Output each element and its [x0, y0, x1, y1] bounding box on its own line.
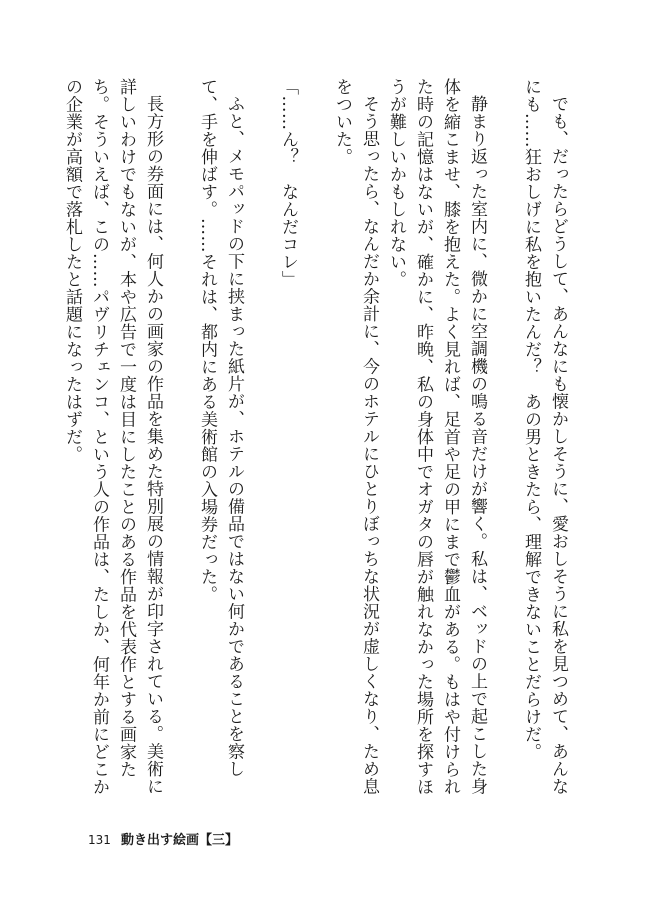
paragraph-5: 長方形の券面には、何人かの画家の作品を集めた特別展の情報が印字されている。美術に詳しいわけでもないが、本や広告で一度は目にしたことのある作品を代表作とする画家たち。そういえば、この……パヴリチェンコ、という人の作品は、たしか、何年か前にどこかの企業が高額で落札したと話題になったはずだ。	[62, 78, 163, 796]
paragraph-2: 静まり返った室内に、微かに空調機の鳴る音だけが響く。私は、ベッドの上で起こした身体を縮こませ、膝を抱えた。よく見れば、足首や足の甲にまで鬱血がある。もはや付けられた時の記憶はないが、確かに、昨晩、私の身体中でオガタの唇が触れなかった場所を探すほうが難しいかもしれない。	[386, 78, 487, 796]
paragraph-break	[247, 78, 274, 798]
paragraph-break	[490, 78, 517, 798]
dialogue-line: 「……ん？ なんだコレ」	[278, 78, 298, 288]
page-footer	[88, 829, 238, 848]
running-title: 動き出す絵画【三】	[121, 833, 239, 848]
paragraph-4: ふと、メモパッドの下に挟まった紙片が、ホテルの備品ではない何かであることを察して、手を伸ばす。……それは、都内にある美術館の入場券だった。	[197, 78, 244, 778]
paragraph-1: でも、だったらどうして、あんなにも懐かしそうに、愛おしそうに私を見つめて、あんなにも……狂おしげに私を抱いたんだ？ あの男ときたら、理解できないことだらけだ。	[521, 78, 568, 795]
paragraph-break	[301, 78, 328, 798]
paragraph-3: そう思ったら、なんだか余計に、今のホテルにひとりぼっちな状況が虚しくなり、ため息をついた。	[332, 78, 379, 795]
body-text	[58, 78, 571, 798]
page-number: 131	[88, 833, 111, 847]
paragraph-break	[166, 78, 193, 798]
